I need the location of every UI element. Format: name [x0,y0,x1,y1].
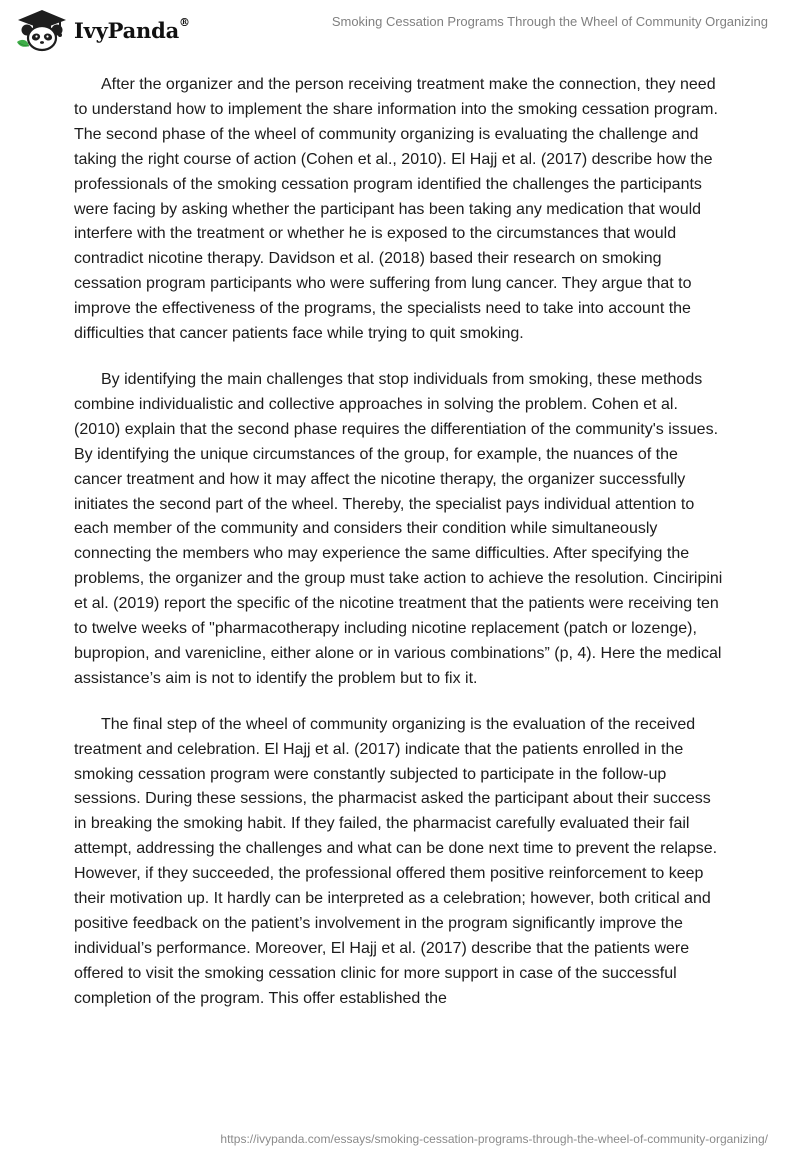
source-url[interactable]: https://ivypanda.com/essays/smoking-cessation-programs-through-the-wheel-of-community-organizing/ [220,1132,768,1146]
essay-body [74,73,726,1033]
running-title: Smoking Cessation Programs Through the Wheel of Community Organizing [331,14,768,29]
panda-logo-icon [14,8,70,52]
logo-wordmark [74,15,190,43]
registered-mark: ® [179,15,190,29]
paragraph: After the organizer and the person receiving treatment make the connection, they need to understand how to implement the share information into the smoking cessation program. The second phase of the wheel of community organizing is evaluating the challenge and taking the right course of action (Cohen et al., 2010). El Hajj et al. (2017) describe how the professionals of the smoking cessation program identified the challenges the participants were facing by asking whether the participant has been taking any medication that would interfere with the treatment or whether he is exposed to the circumstances that would contradict nicotine therapy. Davidson et al. (2018) based their research on smoking cessation program participants who were suffering from lung cancer. They argue that to improve the effectiveness of the programs, the specialists need to take into account the difficulties that cancer patients face while trying to quit smoking. [74,76,718,343]
logo-text: IvyPanda [74,17,180,43]
ivypanda-logo[interactable] [14,8,190,52]
page-header [0,0,800,60]
paragraph: By identifying the main challenges that stop individuals from smoking, these methods combine individualistic and collective approaches in solving the problem. Cohen et al. (2010) explain that the second phase requires the differentiation of the community's issues. By identifying the unique circumstances of the group, for example, the nuances of the cancer treatment and how it may affect the nicotine therapy, the organizer successfully initiates the second part of the wheel. Thereby, the specialist pays individual attention to each member of the community and considers their condition while simultaneously connecting the members who may experience the same difficulties. After specifying the problems, the organizer and the group must take action to achieve the resolution. Cinciripini et al. (2019) report the specific of the nicotine treatment that the patients were receiving ten to twelve weeks of "pharmacotherapy including nicotine replacement (patch or lozenge), bupropion, and varenicline, either alone or in various combinations” (p, 4). Here the medical assistance’s aim is not to identify the problem but to fix it. [74,370,723,687]
paragraph: The final step of the wheel of community organizing is the evaluation of the received treatment and celebration. El Hajj et al. (2017) indicate that the patients enrolled in the smoking cessation program were constantly subjected to participate in the follow-up sessions. During these sessions, the pharmacist asked the participant about their success in breaking the smoking habit. If they failed, the pharmacist carefully evaluated their fail attempt, addressing the challenges and what can be done next time to prevent the relapse. However, if they succeeded, the professional offered them positive reinforcement to keep their motivation up. It hardly can be interpreted as a celebration; however, both critical and positive feedback on the patient’s involvement in the program significantly improve the individual’s performance. Moreover, El Hajj et al. (2017) describe that the patients were offered to visit the smoking cessation clinic for more support in case of the successful completion of the program. This offer established the [74,715,718,1007]
